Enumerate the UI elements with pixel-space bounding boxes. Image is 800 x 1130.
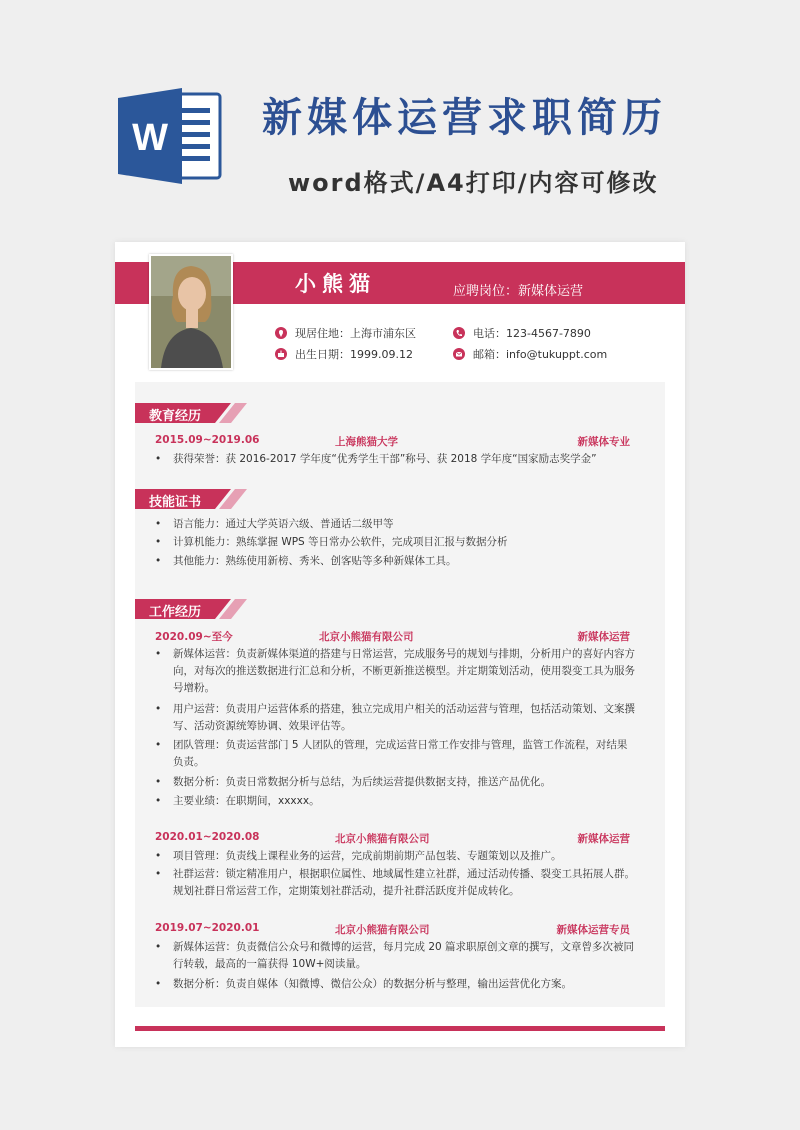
residence-text: 现居住地：上海市浦东区 [295,327,416,340]
job-date: 2019.07~2020.01 [155,922,260,934]
email-text: 邮箱：info@tukuppt.com [473,348,608,361]
location-icon [275,327,287,339]
list-item: • 团队管理：负责运营部门 5 人团队的管理，完成运营日常工作安排与管理，监管工作流程，对结果负责。 [155,739,628,768]
list-item: • 社群运营：锁定精准用户，根据职位属性、地域属性建立社群，通过活动传播、裂变工具拓展人群。规划社群日常运营工作，定期策划社群活动，提升社群活跃度并促成转化。 [155,868,635,897]
list-item: • 新媒体运营：负责微信公众号和微博的运营，每月完成 20 篇求职原创文章的撰写，文章曾多次被同行转载，最高的一篇获得 10W+阅读量。 [155,941,635,970]
job-role: 新媒体运营 [577,833,630,845]
section-work-title: 工作经历 [149,605,202,620]
list-item: • 获得荣誉：获 2016-2017 学年度“优秀学生干部”称号、获 2018 学年度“国家励志奖学金” [155,453,597,465]
footer-bar [135,1026,665,1031]
education-date: 2015.09~2019.06 [155,434,260,446]
section-education [135,403,247,423]
mail-icon [453,348,465,360]
section-education-title: 教育经历 [149,409,202,424]
education-row [155,434,630,449]
avatar [149,254,233,370]
section-skills [135,489,247,509]
list-item: • 主要业绩：在职期间，xxxxx。 [155,795,320,807]
phone-icon [453,327,465,339]
list-item: • 语言能力：通过大学英语六级、普通话二级甲等 [155,518,394,530]
list-item: • 数据分析：负责自媒体（知微博、微信公众）的数据分析与整理，输出运营优化方案。 [155,978,572,990]
phone-info [453,325,591,341]
birth-info [275,346,413,362]
birth-text: 出生日期：1999.09.12 [295,348,413,361]
job-row [155,629,630,644]
list-item: • 数据分析：负责日常数据分析与总结，为后续运营提供数据支持，推送产品优化。 [155,776,551,788]
banner-title: 新媒体运营求职简历 [262,95,667,141]
banner-subtitle: word格式/A4打印/内容可修改 [288,169,659,197]
education-school: 上海熊猫大学 [335,436,398,448]
job-company: 北京小熊猫有限公司 [335,833,430,845]
section-work [135,599,247,619]
list-item: • 项目管理：负责线上课程业务的运营，完成前期前期产品包装、专题策划以及推广。 [155,850,562,862]
job-company: 北京小熊猫有限公司 [335,924,430,936]
list-item: • 计算机能力：熟练掌握 WPS 等日常办公软件，完成项目汇报与数据分析 [155,536,508,548]
job-row [155,922,630,937]
resume-page [115,242,685,1047]
birthday-icon [275,348,287,360]
job-date: 2020.09~至今 [155,631,233,643]
word-icon [118,86,228,186]
education-major: 新媒体专业 [577,436,630,448]
candidate-name: 小熊猫 [295,272,376,296]
applied-position: 应聘岗位：新媒体运营 [453,284,584,299]
list-item: • 新媒体运营：负责新媒体渠道的搭建与日常运营，完成服务号的规划与排期，分析用户的喜好内容方向，对每次的推送数据进行汇总和分析，不断更新推送模型。并定期策划活动，使用裂变工具为服务号增粉。 [155,648,635,694]
residence-info [275,325,416,341]
list-item: • 用户运营：负责用户运营体系的搭建，独立完成用户相关的活动运营与管理，包括活动策划、文案撰写、活动资源统筹协调、效果评估等。 [155,703,635,732]
job-role: 新媒体运营专员 [556,924,630,936]
job-role: 新媒体运营 [577,631,630,643]
phone-text: 电话：123-4567-7890 [473,327,591,340]
email-info [453,346,607,362]
word-letter: W [132,117,168,159]
list-item: • 其他能力：熟练使用新榜、秀米、创客贴等多种新媒体工具。 [155,555,457,567]
section-skills-title: 技能证书 [149,495,202,510]
job-row [155,831,630,846]
job-company: 北京小熊猫有限公司 [319,631,414,643]
job-date: 2020.01~2020.08 [155,831,260,843]
